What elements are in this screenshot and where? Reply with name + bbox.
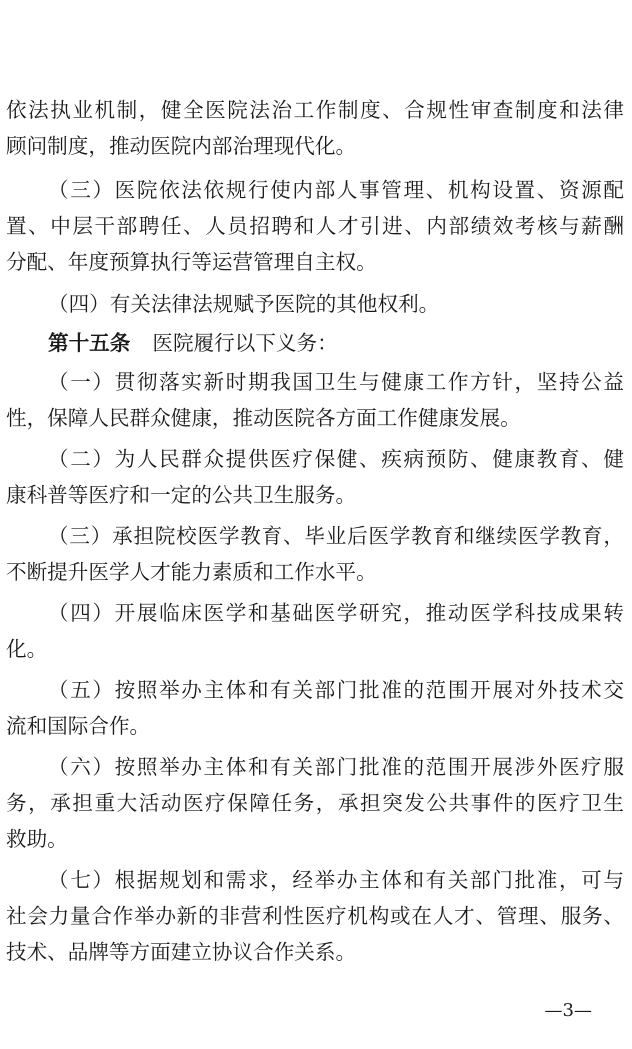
- paragraph-line: 康科普等医疗和一定的公共卫生服务。: [6, 483, 357, 507]
- article-heading: 第十五条: [48, 331, 131, 355]
- article-line: [0, 325, 632, 361]
- paragraph-line: 救助。: [6, 827, 68, 851]
- paragraph-line: （六）按照举办主体和有关部门批准的范围开展涉外医疗服: [48, 755, 624, 779]
- paragraph-line: 技术、品牌等方面建立协议合作关系。: [6, 940, 357, 964]
- paragraph-line: 社会力量合作举办新的非营利性医疗机构或在人才、管理、服务、: [6, 904, 624, 928]
- paragraph-line: 性，保障人民群众健康，推动医院各方面工作健康发展。: [6, 406, 521, 430]
- paragraph-line: 置、中层干部聘任、人员招聘和人才引进、内部绩效考核与薪酬: [6, 214, 624, 238]
- article-text: 医院履行以下义务：: [152, 331, 338, 355]
- paragraph-line: 顾问制度，推动医院内部治理现代化。: [6, 134, 357, 158]
- paragraph-line: （二）为人民群众提供医疗保健、疾病预防、健康教育、健: [48, 447, 624, 471]
- paragraph-line: 务，承担重大活动医疗保障任务，承担突发公共事件的医疗卫生: [6, 791, 624, 815]
- paragraph-line: 不断提升医学人才能力素质和工作水平。: [6, 560, 377, 584]
- page-number: —3—: [544, 1000, 592, 1021]
- paragraph-line: （四）有关法律法规赋予医院的其他权利。: [48, 292, 440, 316]
- paragraph-line: （五）按照举办主体和有关部门批准的范围开展对外技术交: [48, 678, 624, 702]
- paragraph-line: 分配、年度预算执行等运营管理自主权。: [6, 250, 377, 274]
- paragraph-line: （四）开展临床医学和基础医学研究，推动医学科技成果转: [48, 601, 624, 625]
- paragraph-line: 流和国际合作。: [6, 714, 151, 738]
- paragraph-line: （七）根据规划和需求，经举办主体和有关部门批准，可与: [48, 868, 624, 892]
- paragraph-line: （三）承担院校医学教育、毕业后医学教育和继续医学教育，: [48, 524, 624, 548]
- paragraph-line: 化。: [6, 637, 48, 661]
- paragraph-line: （一）贯彻落实新时期我国卫生与健康工作方针，坚持公益: [48, 370, 624, 394]
- paragraph-line: （三）医院依法依规行使内部人事管理、机构设置、资源配: [48, 178, 624, 202]
- paragraph-line: 依法执业机制，健全医院法治工作制度、合规性审查制度和法律: [6, 98, 624, 122]
